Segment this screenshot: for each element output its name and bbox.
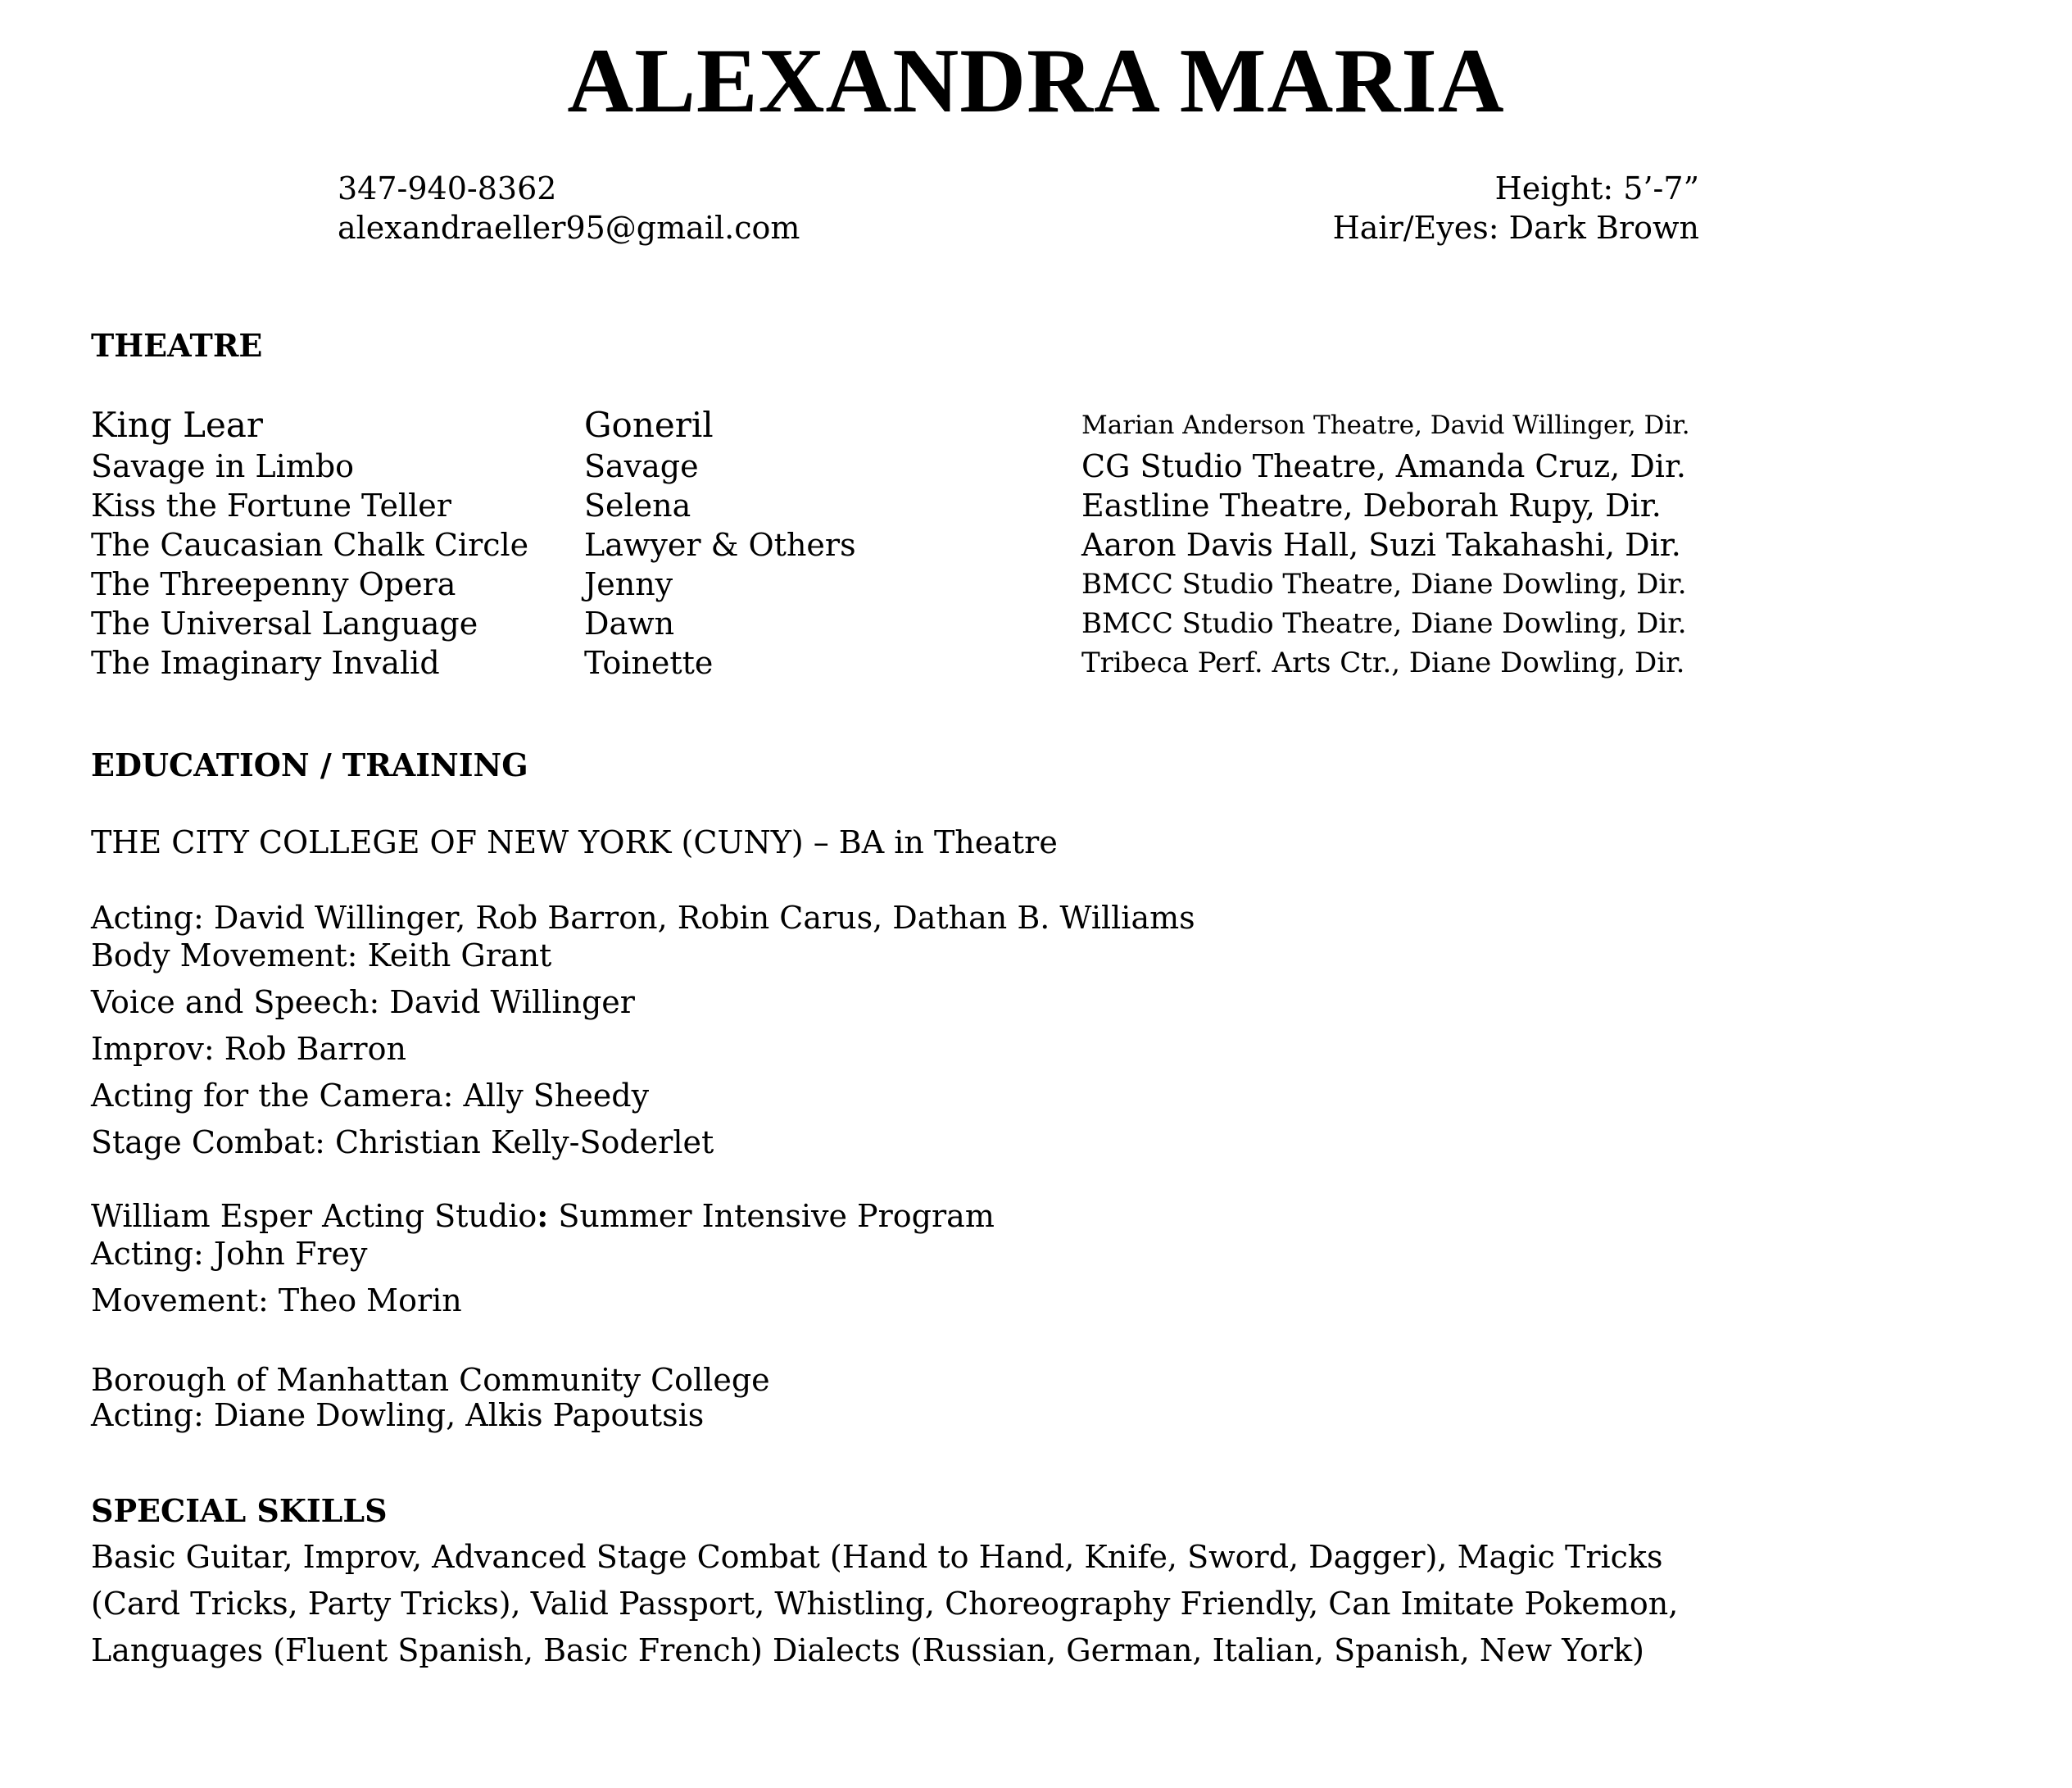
theatre-credits-table: [91, 404, 1730, 683]
height-stat: Height: 5’-7”: [1494, 170, 1699, 206]
resume-name: ALEXANDRA MARIA: [567, 30, 1505, 132]
credit-role: Goneril: [584, 405, 714, 445]
training-line: Acting for the Camera: Ally Sheedy: [91, 1078, 650, 1114]
training-line: Movement: Theo Morin: [91, 1282, 462, 1318]
training-line: Improv: Rob Barron: [91, 1031, 406, 1067]
credit-show: The Universal Language: [91, 606, 478, 642]
esper-program-name: Summer Intensive Program: [548, 1198, 995, 1234]
credit-venue: CG Studio Theatre, Amanda Cruz, Dir.: [1081, 448, 1687, 484]
credit-role: Jenny: [584, 566, 673, 602]
credit-role: Dawn: [584, 606, 675, 642]
credit-show: The Imaginary Invalid: [91, 645, 440, 681]
credit-row: [91, 447, 1730, 486]
hair-eyes-stat: Hair/Eyes: Dark Brown: [1332, 210, 1699, 246]
credit-venue: BMCC Studio Theatre, Diane Dowling, Dir.: [1081, 568, 1687, 601]
esper-studio-name: William Esper Acting Studio: [91, 1198, 537, 1234]
credit-show: The Threepenny Opera: [91, 566, 456, 602]
physical-stats: [1333, 169, 1699, 247]
ccny-degree: THE CITY COLLEGE OF NEW YORK (CUNY) – BA in Theatre: [91, 824, 1058, 860]
training-line: Acting: John Frey: [91, 1236, 368, 1272]
credit-role: Lawyer & Others: [584, 527, 856, 563]
credit-venue: Aaron Davis Hall, Suzi Takahashi, Dir.: [1081, 527, 1681, 563]
skills-line: (Card Tricks, Party Tricks), Valid Passport, Whistling, Choreography Friendly, Can Imitate Pokemon,: [91, 1586, 1679, 1622]
credit-row: [91, 525, 1730, 565]
esper-program: [91, 1196, 995, 1236]
esper-colon: :: [537, 1197, 549, 1234]
credit-show: King Lear: [91, 405, 263, 445]
credit-row: [91, 604, 1730, 643]
training-line: Acting: Diane Dowling, Alkis Papoutsis: [91, 1397, 705, 1433]
credit-show: The Caucasian Chalk Circle: [91, 527, 529, 563]
theatre-heading: THEATRE: [91, 327, 263, 364]
training-line: Body Movement: Keith Grant: [91, 937, 552, 973]
skills-line: Basic Guitar, Improv, Advanced Stage Combat (Hand to Hand, Knife, Sword, Dagger), Magic Tricks: [91, 1539, 1663, 1575]
bmcc-school: Borough of Manhattan Community College: [91, 1362, 770, 1398]
credit-venue: Tribeca Perf. Arts Ctr., Diane Dowling, Dir.: [1081, 647, 1685, 679]
credit-role: Savage: [584, 448, 699, 484]
credit-row: [91, 643, 1730, 683]
skills-heading: SPECIAL SKILLS: [91, 1492, 388, 1529]
credit-row: [91, 486, 1730, 525]
credit-show: Kiss the Fortune Teller: [91, 488, 451, 524]
training-line: Stage Combat: Christian Kelly-Soderlet: [91, 1124, 714, 1160]
credit-role: Toinette: [584, 645, 714, 681]
credit-show: Savage in Limbo: [91, 448, 355, 484]
credit-venue: Marian Anderson Theatre, David Willinger, Dir.: [1081, 411, 1690, 440]
phone-number: 347-940-8362: [338, 170, 557, 206]
education-heading: EDUCATION / TRAINING: [91, 747, 528, 783]
credit-role: Selena: [584, 488, 691, 524]
credit-row: [91, 404, 1730, 447]
training-line: Acting: David Willinger, Rob Barron, Robin Carus, Dathan B. Williams: [91, 900, 1195, 936]
contact-info: [338, 169, 800, 247]
credit-venue: BMCC Studio Theatre, Diane Dowling, Dir.: [1081, 607, 1687, 640]
training-line: Voice and Speech: David Willinger: [91, 984, 635, 1020]
credit-venue: Eastline Theatre, Deborah Rupy, Dir.: [1081, 488, 1662, 524]
skills-line: Languages (Fluent Spanish, Basic French) Dialects (Russian, German, Italian, Spanish, New York): [91, 1632, 1644, 1668]
email-address: alexandraeller95@gmail.com: [338, 210, 800, 246]
credit-row: [91, 565, 1730, 604]
